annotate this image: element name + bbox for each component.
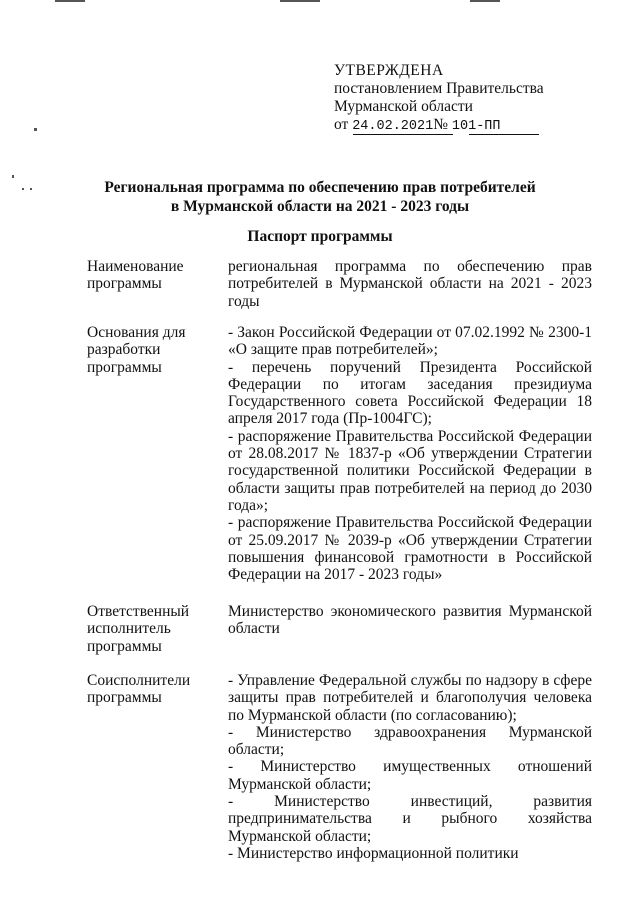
scan-mark [34, 128, 37, 131]
value-paragraph: - Министерство информационной политики [228, 844, 519, 862]
value-paragraph: региональная программа по обеспечению прав потребителей в Мурманской области на 2021 - 2023 годы [228, 258, 592, 310]
value-paragraph: - распоряжение Правительства Российской Федерации от 25.09.2017 № 2039-р «Об утверждении Стратегии повышения финансовой грамотности в Российской Федерации на 2017 - 2023 годы» [228, 514, 592, 584]
approval-block [334, 62, 544, 136]
row-label [87, 603, 207, 655]
value-paragraph: - Закон Российской Федерации от 07.02.1992 № 2300-1 «О защите прав потребителей»; [228, 324, 592, 359]
document-title-line1: Региональная программа по обеспечению прав потребителей [104, 179, 536, 196]
row-value [228, 324, 592, 583]
label-line: Ответственный [87, 603, 190, 620]
label-line: исполнитель [87, 620, 171, 638]
label-line: Наименование [87, 258, 184, 275]
label-line: программы [87, 275, 162, 293]
row-value [228, 603, 592, 638]
approval-date-row [334, 116, 544, 136]
from-prefix: от [334, 116, 349, 133]
row-label [87, 672, 207, 707]
approval-title: УТВЕРЖДЕНА [334, 62, 444, 79]
label-line: Основания для [87, 324, 186, 341]
row-label [87, 258, 207, 293]
scan-mark [55, 0, 85, 2]
value-paragraph: - Министерство имущественных отношений Мурманской области; [228, 758, 592, 793]
approval-date: 24.02.2021 [352, 119, 434, 134]
label-line: Соисполнители [87, 672, 191, 689]
value-paragraph: - перечень поручений Президента Российской Федерации по итогам заседания президиума Государственного совета Российской Федерации 18 апреля 2017 года (Пр-1004ГС); [228, 358, 592, 428]
scan-mark [470, 0, 500, 2]
row-label [87, 324, 207, 376]
row-value [228, 672, 592, 862]
value-paragraph: - Управление Федеральной службы по надзору в сфере защиты прав потребителей и благополучия человека по Мурманской области (по согласованию); [228, 672, 592, 724]
document-title-line2: в Мурманской области на 2021 - 2023 годы [170, 198, 470, 215]
label-line: программы [87, 358, 162, 376]
approval-line2: Мурманской области [334, 98, 473, 115]
passport-title: Паспорт программы [247, 228, 393, 245]
number-prefix: № [433, 116, 449, 133]
scan-mark [280, 0, 320, 2]
approval-line1: постановлением Правительства [334, 80, 544, 97]
date-underline [353, 134, 453, 135]
value-paragraph: Министерство экономического развития Мурманской области [228, 603, 592, 638]
row-value [228, 258, 592, 310]
value-paragraph: - распоряжение Правительства Российской Федерации от 28.08.2017 № 1837-р «Об утверждении Стратегии государственной политики Российской Федерации в области защиты прав потребителей на период до 2030 года»; [228, 427, 592, 514]
label-line: программы [87, 637, 162, 655]
value-paragraph: - Министерство инвестиций, развития предпринимательства и рыбного хозяйства Мурманской области; [228, 793, 592, 845]
approval-number: 101-ПП [451, 119, 501, 134]
value-paragraph: - Министерство здравоохранения Мурманской области; [228, 723, 592, 759]
label-line: программы [87, 689, 162, 707]
number-underline [469, 134, 539, 135]
label-line: разработки [87, 341, 161, 359]
